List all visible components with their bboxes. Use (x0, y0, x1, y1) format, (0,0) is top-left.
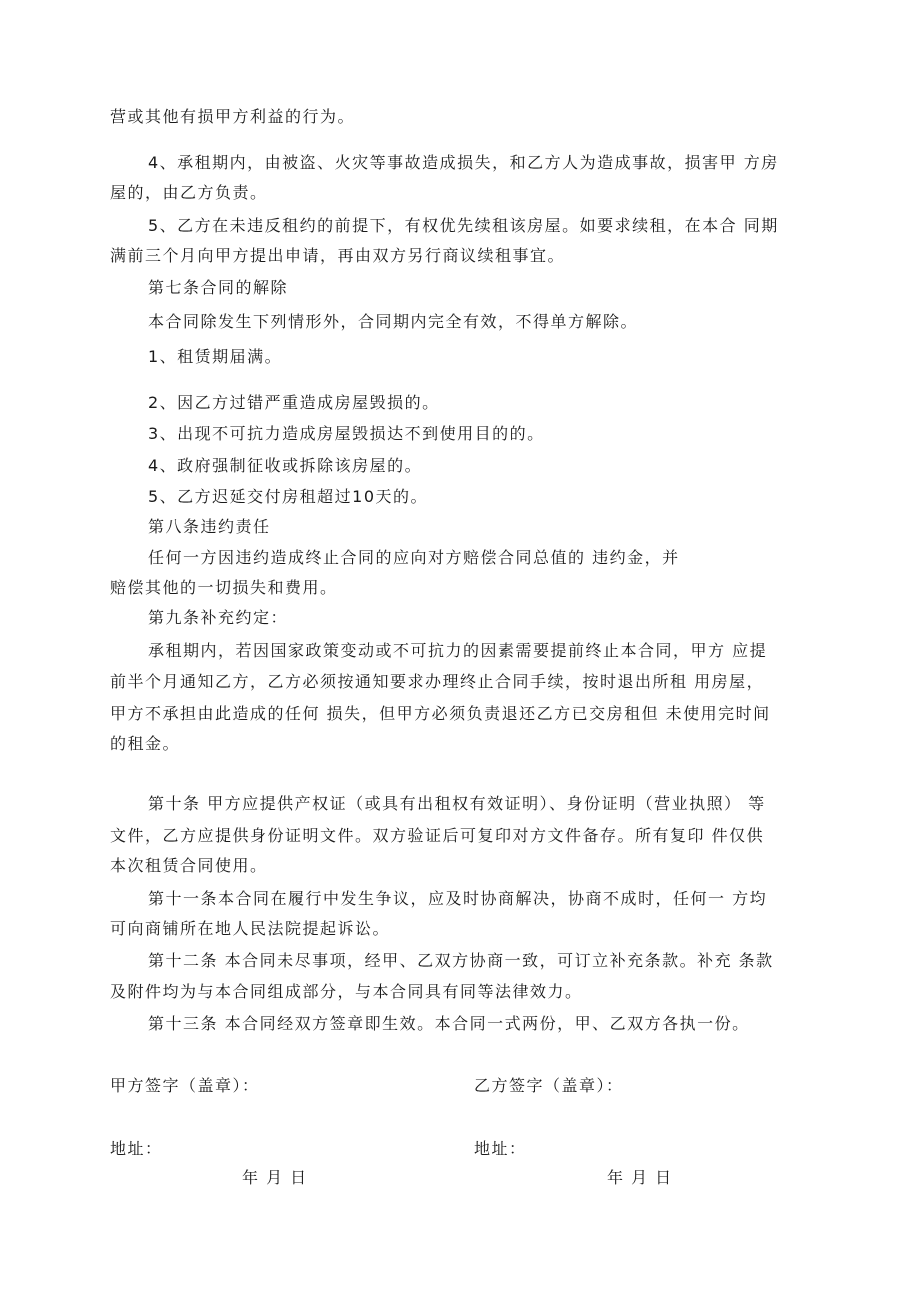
text-line: 及附件均为与本合同组成部分，与本合同具有同等法律效力。 (110, 982, 583, 1001)
text-line: 2、因乙方过错严重造成房屋毁损的。 (148, 393, 440, 412)
text-line: 任何一方因违约造成终止合同的应向对方赔偿合同总值的 违约金，并 (148, 548, 680, 567)
party-b-signature-label: 乙方签字（盖章）： (474, 1076, 624, 1095)
text-line: 承租期内，若因国家政策变动或不可抗力的因素需要提前终止本合同，甲方 应提 (148, 641, 768, 660)
text-line: 3、出现不可抗力造成房屋毁损达不到使用目的的。 (148, 424, 545, 443)
text-line: 5、乙方在未违反租约的前提下，有权优先续租该房屋。如要求续租，在本合 同期 (148, 216, 779, 235)
text-line: 可向商铺所在地人民法院提起诉讼。 (110, 919, 391, 938)
section-heading: 第七条合同的解除 (148, 278, 289, 297)
text-line: 满前三个月向甲方提出申请，再由双方另行商议续租事宜。 (110, 246, 566, 265)
text-line: 屋的，由乙方负责。 (110, 183, 268, 202)
text-line: 本次租赁合同使用。 (110, 856, 268, 875)
text-line: 的租金。 (110, 734, 181, 753)
section-heading: 第九条补充约定： (148, 608, 289, 627)
text-line: 4、承租期内，由被盗、火灾等事故造成损失，和乙方人为造成事故，损害甲 方房 (148, 153, 779, 172)
text-line: 赔偿其他的一切损失和费用。 (110, 578, 338, 597)
text-line: 4、政府强制征收或拆除该房屋的。 (148, 456, 423, 475)
text-line: 第十一条本合同在履行中发生争议，应及时协商解决，协商不成时，任何一 方均 (148, 889, 768, 908)
party-a-address-label: 地址： (110, 1139, 163, 1158)
party-a-date-label: 年 月 日 (242, 1168, 308, 1187)
text-line: 甲方不承担由此造成的任何 损失，但甲方必须负责退还乙方已交房租但 未使用完时间 (110, 704, 771, 723)
text-line: 第十三条 本合同经双方签章即生效。本合同一式两份，甲、乙双方各执一份。 (148, 1014, 750, 1033)
text-line: 第十条 甲方应提供产权证（或具有出租权有效证明）、身份证明（营业执照） 等 (148, 794, 766, 813)
text-line: 第十二条 本合同未尽事项，经甲、乙双方协商一致，可订立补充条款。补充 条款 (148, 951, 774, 970)
text-line: 本合同除发生下列情形外，合同期内完全有效，不得单方解除。 (148, 312, 639, 331)
party-b-date-label: 年 月 日 (607, 1168, 673, 1187)
text-line: 1、租赁期届满。 (148, 347, 283, 366)
text-line: 5、乙方迟延交付房租超过10天的。 (148, 487, 429, 506)
text-line: 文件，乙方应提供身份证明文件。双方验证后可复印对方文件备存。所有复印 件仅供 (110, 826, 765, 845)
section-heading: 第八条违约责任 (148, 517, 271, 536)
party-a-signature-label: 甲方签字（盖章）： (110, 1076, 260, 1095)
party-b-address-label: 地址： (474, 1139, 527, 1158)
text-line: 前半个月通知乙方，乙方必须按通知要求办理终止合同手续，按时退出所租 用房屋， (110, 672, 765, 691)
text-line: 营或其他有损甲方利益的行为。 (110, 107, 356, 126)
